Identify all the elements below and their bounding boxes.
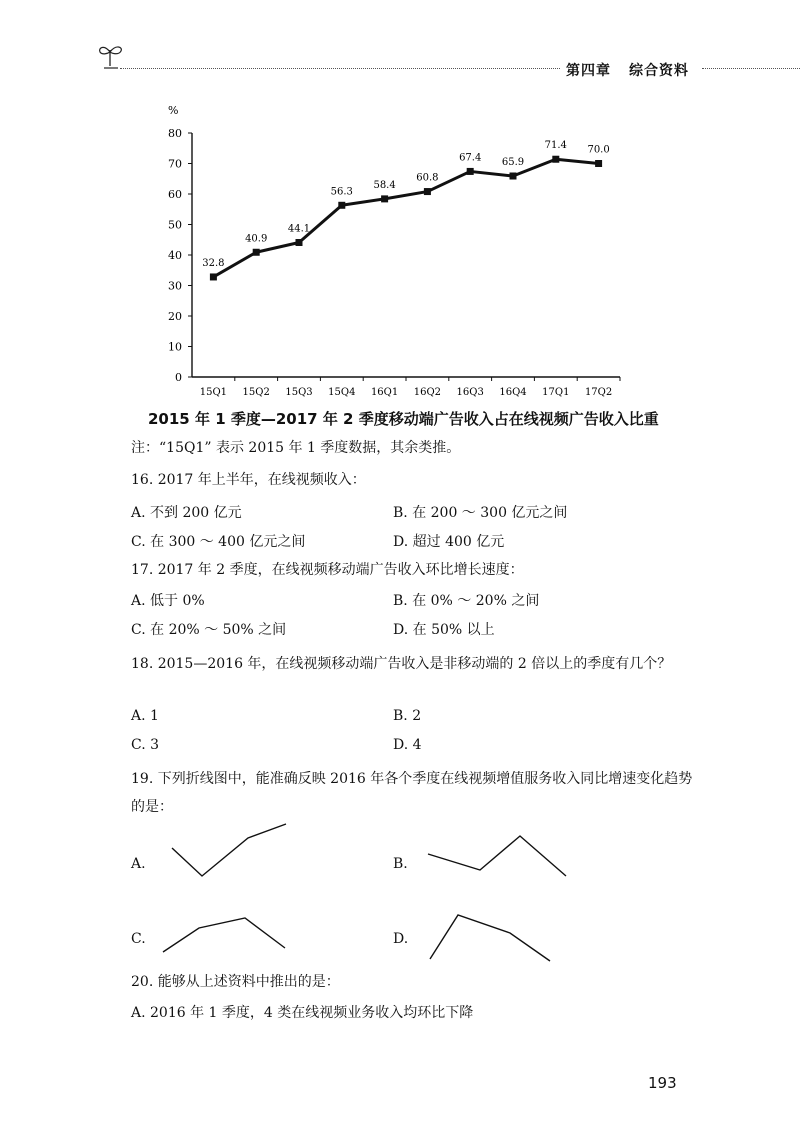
data-point — [338, 202, 345, 209]
q20-option-a: A. 2016 年 1 季度，4 类在线视频业务收入均环比下降 — [131, 1005, 474, 1021]
data-label: 40.9 — [245, 233, 268, 245]
q16-option-b: B. 在 200 ～ 300 亿元之间 — [393, 505, 568, 521]
data-label: 32.8 — [202, 257, 225, 269]
q18-option-c: C. 3 — [131, 737, 160, 753]
q19-option-b: B. — [393, 856, 408, 872]
q19-option-b-trend — [420, 830, 580, 880]
y-tick-label: 0 — [175, 371, 182, 384]
y-axis-unit: % — [168, 104, 179, 117]
q19-option-c-trend — [155, 910, 295, 955]
x-tick-label: 17Q1 — [542, 387, 570, 398]
data-point — [210, 273, 217, 280]
data-point — [381, 195, 388, 202]
data-label: 58.4 — [373, 179, 396, 191]
y-tick-label: 50 — [168, 218, 182, 232]
q16-option-d: D. 超过 400 亿元 — [393, 534, 505, 550]
chart-title: 2015 年 1 季度—2017 年 2 季度移动端广告收入占在线视频广告收入比重 — [148, 410, 659, 428]
question-16-stem: 16. 2017 年上半年，在线视频收入： — [131, 472, 366, 488]
q17-option-b: B. 在 0% ～ 20% 之间 — [393, 593, 540, 609]
y-tick-label: 20 — [168, 310, 182, 323]
sprout-icon — [96, 40, 128, 70]
x-tick-label: 17Q2 — [584, 387, 613, 398]
header-rule-left — [120, 68, 560, 69]
x-tick-label: 15Q2 — [242, 387, 270, 398]
q19-option-a: A. — [131, 856, 146, 872]
q16-option-a: A. 不到 200 亿元 — [131, 505, 242, 521]
data-point — [253, 249, 260, 256]
data-point — [552, 156, 559, 163]
x-tick-label: 15Q4 — [328, 387, 356, 398]
y-tick-label: 40 — [168, 249, 182, 262]
y-tick-label: 60 — [168, 188, 182, 201]
y-tick-label: 10 — [168, 340, 182, 354]
header-rule-right — [702, 68, 800, 69]
x-tick-label: 15Q3 — [285, 387, 313, 398]
data-label: 44.1 — [287, 223, 311, 235]
x-tick-label: 16Q4 — [499, 387, 527, 398]
x-tick-label: 16Q1 — [370, 387, 399, 398]
q19-option-c: C. — [131, 931, 146, 947]
y-tick-label: 30 — [168, 279, 182, 293]
y-tick-label: 80 — [168, 127, 182, 140]
q19-option-a-trend — [160, 820, 300, 884]
data-point — [467, 168, 474, 175]
q19-option-d: D. — [393, 931, 409, 947]
x-tick-label: 16Q3 — [456, 387, 484, 398]
chart-note: 注：“15Q1” 表示 2015 年 1 季度数据，其余类推。 — [131, 440, 461, 456]
q16-option-c: C. 在 300 ～ 400 亿元之间 — [131, 534, 306, 550]
data-point — [510, 173, 517, 180]
question-18-stem: 18. 2015—2016 年，在线视频移动端广告收入是非移动端的 2 倍以上的季度有几个？ — [131, 656, 672, 672]
data-point — [595, 160, 602, 167]
x-tick-label: 16Q2 — [413, 387, 442, 398]
q18-option-b: B. 2 — [393, 708, 422, 724]
series-line — [213, 159, 598, 277]
data-label: 65.9 — [501, 157, 525, 169]
page-number: 193 — [648, 1074, 677, 1092]
data-label: 70.0 — [587, 144, 610, 156]
data-label: 56.3 — [330, 186, 353, 198]
data-label: 71.4 — [544, 140, 567, 152]
data-point — [424, 188, 431, 195]
chapter-label: 第四章 — [566, 63, 611, 79]
q18-option-d: D. 4 — [393, 737, 422, 753]
q17-option-c: C. 在 20% ～ 50% 之间 — [131, 622, 287, 638]
q18-option-a: A. 1 — [131, 708, 159, 724]
line-chart — [150, 100, 650, 400]
data-label: 60.8 — [416, 172, 439, 184]
data-point — [296, 239, 303, 246]
data-label: 67.4 — [459, 152, 482, 164]
q19-option-d-trend — [420, 905, 560, 965]
section-label: 综合资料 — [629, 63, 689, 79]
question-19-stem: 19. 下列折线图中，能准确反映 2016 年各个季度在线视频增值服务收入同比增速变化趋势的是： — [131, 771, 693, 815]
q17-option-a: A. 低于 0% — [131, 593, 205, 609]
running-header — [566, 60, 689, 80]
y-tick-label: 70 — [168, 157, 182, 171]
question-20-stem: 20. 能够从上述资料中推出的是： — [131, 974, 340, 990]
x-tick-label: 15Q1 — [199, 387, 228, 398]
question-17-stem: 17. 2017 年 2 季度，在线视频移动端广告收入环比增长速度： — [131, 562, 524, 578]
q17-option-d: D. 在 50% 以上 — [393, 622, 495, 638]
